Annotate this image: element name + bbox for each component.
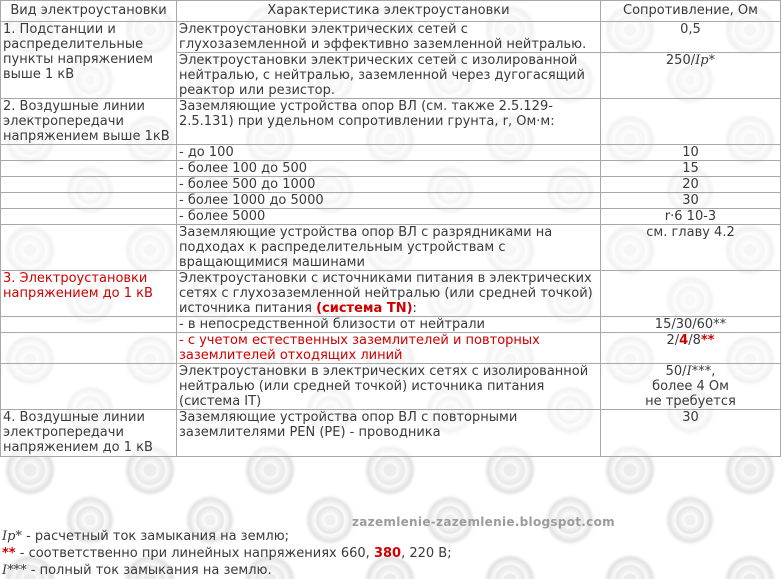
footnote-text: - полный ток замыкания на землю.	[26, 563, 272, 578]
table-row	[1, 317, 781, 333]
installation-type-label: Электроустановки напряжением до 1 кВ	[3, 271, 153, 301]
installation-type-label: Воздушные линии электропередачи напряжением выше 1кВ	[3, 99, 170, 144]
resistance-cell: r·6 10-3	[601, 209, 781, 225]
footnote-highlight: 380	[373, 546, 402, 561]
empty-type-cell	[1, 209, 177, 225]
characteristic-cell	[177, 271, 601, 317]
resistance-cell: 30	[601, 410, 781, 457]
section-number: 4.	[3, 410, 16, 425]
current-symbol: Iр	[695, 53, 709, 68]
table-row	[1, 22, 781, 53]
resistance-cell: 15/30/60**	[601, 317, 781, 333]
current-symbol: I	[686, 364, 692, 379]
resistance-cell	[601, 271, 781, 317]
section-number: 3.	[3, 271, 16, 286]
table-row	[1, 410, 781, 457]
installation-type-label: Подстанции и распределительные пункты напряжением выше 1 кВ	[3, 22, 154, 82]
footnote-mark: **	[2, 546, 16, 561]
resistance-cell: см. главу 4.2	[601, 225, 781, 271]
resistance-value-highlight: 4	[679, 333, 689, 348]
footnote-mark: ***,	[691, 364, 716, 379]
resistance-value: 2/	[666, 333, 680, 348]
section-number: 1.	[3, 22, 16, 37]
characteristic-cell: Заземляющие устройства опор ВЛ (см. также 2.5.129-2.5.131) при удельном сопротивлении грунта, r, Ом·м:	[177, 99, 601, 145]
characteristic-cell: - с учетом естественных заземлителей и повторных заземлителей отходящих линий	[177, 333, 601, 364]
resistance-cell: 20	[601, 177, 781, 193]
empty-type-cell	[1, 225, 177, 271]
empty-type-cell	[1, 364, 177, 410]
table-row	[1, 99, 781, 145]
watermark: zazemlenie-zazemlenie.blogspot.com	[352, 515, 615, 529]
empty-type-cell	[1, 161, 177, 177]
characteristic-cell: - более 500 до 1000	[177, 177, 601, 193]
resistance-cell: 30	[601, 193, 781, 209]
footnote-text: , 220 В;	[401, 546, 452, 561]
table-row	[1, 177, 781, 193]
resistance-line: более 4 Ом	[652, 379, 729, 394]
footnote-item	[2, 545, 452, 562]
resistance-line	[603, 364, 778, 379]
installation-type-cell	[1, 22, 177, 99]
resistance-cell	[601, 99, 781, 145]
resistance-cell	[601, 53, 781, 99]
characteristic-cell: Электроустановки электрических сетей с изолированной нейтралью, с нейтралью, заземленной через дугогасящий реактор или резистор.	[177, 53, 601, 99]
header-resistance: Сопротивление, Ом	[601, 1, 781, 22]
empty-type-cell	[1, 145, 177, 161]
table-row	[1, 225, 781, 271]
resistance-cell: 0,5	[601, 22, 781, 53]
header-installation-characteristic: Характеристика электроустановки	[177, 1, 601, 22]
footnote-mark: **	[700, 333, 715, 348]
footnote-mark: Iр*	[2, 529, 22, 544]
table-row	[1, 364, 781, 410]
table-row	[1, 145, 781, 161]
characteristic-cell: - в непосредственной близости от нейтрали	[177, 317, 601, 333]
characteristic-cell: - более 1000 до 5000	[177, 193, 601, 209]
characteristic-cell: - до 100	[177, 145, 601, 161]
footnote-item	[2, 562, 452, 579]
installation-type-cell	[1, 99, 177, 145]
empty-type-cell	[1, 193, 177, 209]
table-header-row	[1, 1, 781, 22]
footnote-mark: *	[708, 53, 716, 68]
resistance-cell	[601, 364, 781, 410]
resistance-line: не требуется	[645, 394, 736, 409]
characteristic-cell: - более 5000	[177, 209, 601, 225]
resistance-value: 50/	[665, 364, 687, 379]
footnote-text: - расчетный ток замыкания на землю;	[21, 529, 290, 544]
characteristic-cell: Заземляющие устройства опор ВЛ с разрядниками на подходах к распределительным устройствам с вращающимися машинами	[177, 225, 601, 271]
empty-type-cell	[1, 177, 177, 193]
footnote-item	[2, 528, 452, 545]
footnote-mark: I***	[2, 563, 27, 578]
resistance-value: 250/	[665, 53, 696, 68]
resistance-cell	[601, 333, 781, 364]
table-row	[1, 161, 781, 177]
footnote-text: - соответственно при линейных напряжениях 660,	[15, 546, 374, 561]
characteristic-text: Электроустановки с источниками питания в электрических сетях с глухозаземленной нейтралью (или средней точкой) источника питания	[179, 271, 593, 316]
empty-type-cell	[1, 317, 177, 333]
installation-type-label: Воздушные линии электропередачи напряжением до 1 кВ	[3, 410, 153, 455]
resistance-cell: 10	[601, 145, 781, 161]
section-number: 2.	[3, 99, 16, 114]
installation-type-cell	[1, 271, 177, 317]
resistance-cell: 15	[601, 161, 781, 177]
table-row	[1, 271, 781, 317]
table-row	[1, 209, 781, 225]
table-row	[1, 333, 781, 364]
characteristic-cell: Заземляющие устройства опор ВЛ с повторными заземлителями PEN (PE) - проводника	[177, 410, 601, 457]
characteristic-cell: - более 100 до 500	[177, 161, 601, 177]
characteristic-colon: :	[412, 301, 417, 316]
table-row	[1, 193, 781, 209]
characteristic-cell: Электроустановки электрических сетей с глухозаземленной и эффективно заземленной нейтралью.	[177, 22, 601, 53]
footnotes	[2, 528, 452, 579]
system-tn-label: (система TN)	[316, 301, 413, 316]
resistance-value: /8	[688, 333, 701, 348]
characteristic-cell: Электроустановки в электрических сетях с изолированной нейтралью (или средней точкой) источника питания (система IT)	[177, 364, 601, 410]
empty-type-cell	[1, 333, 177, 364]
installation-type-cell	[1, 410, 177, 457]
header-installation-type: Вид электроустановки	[1, 1, 177, 22]
